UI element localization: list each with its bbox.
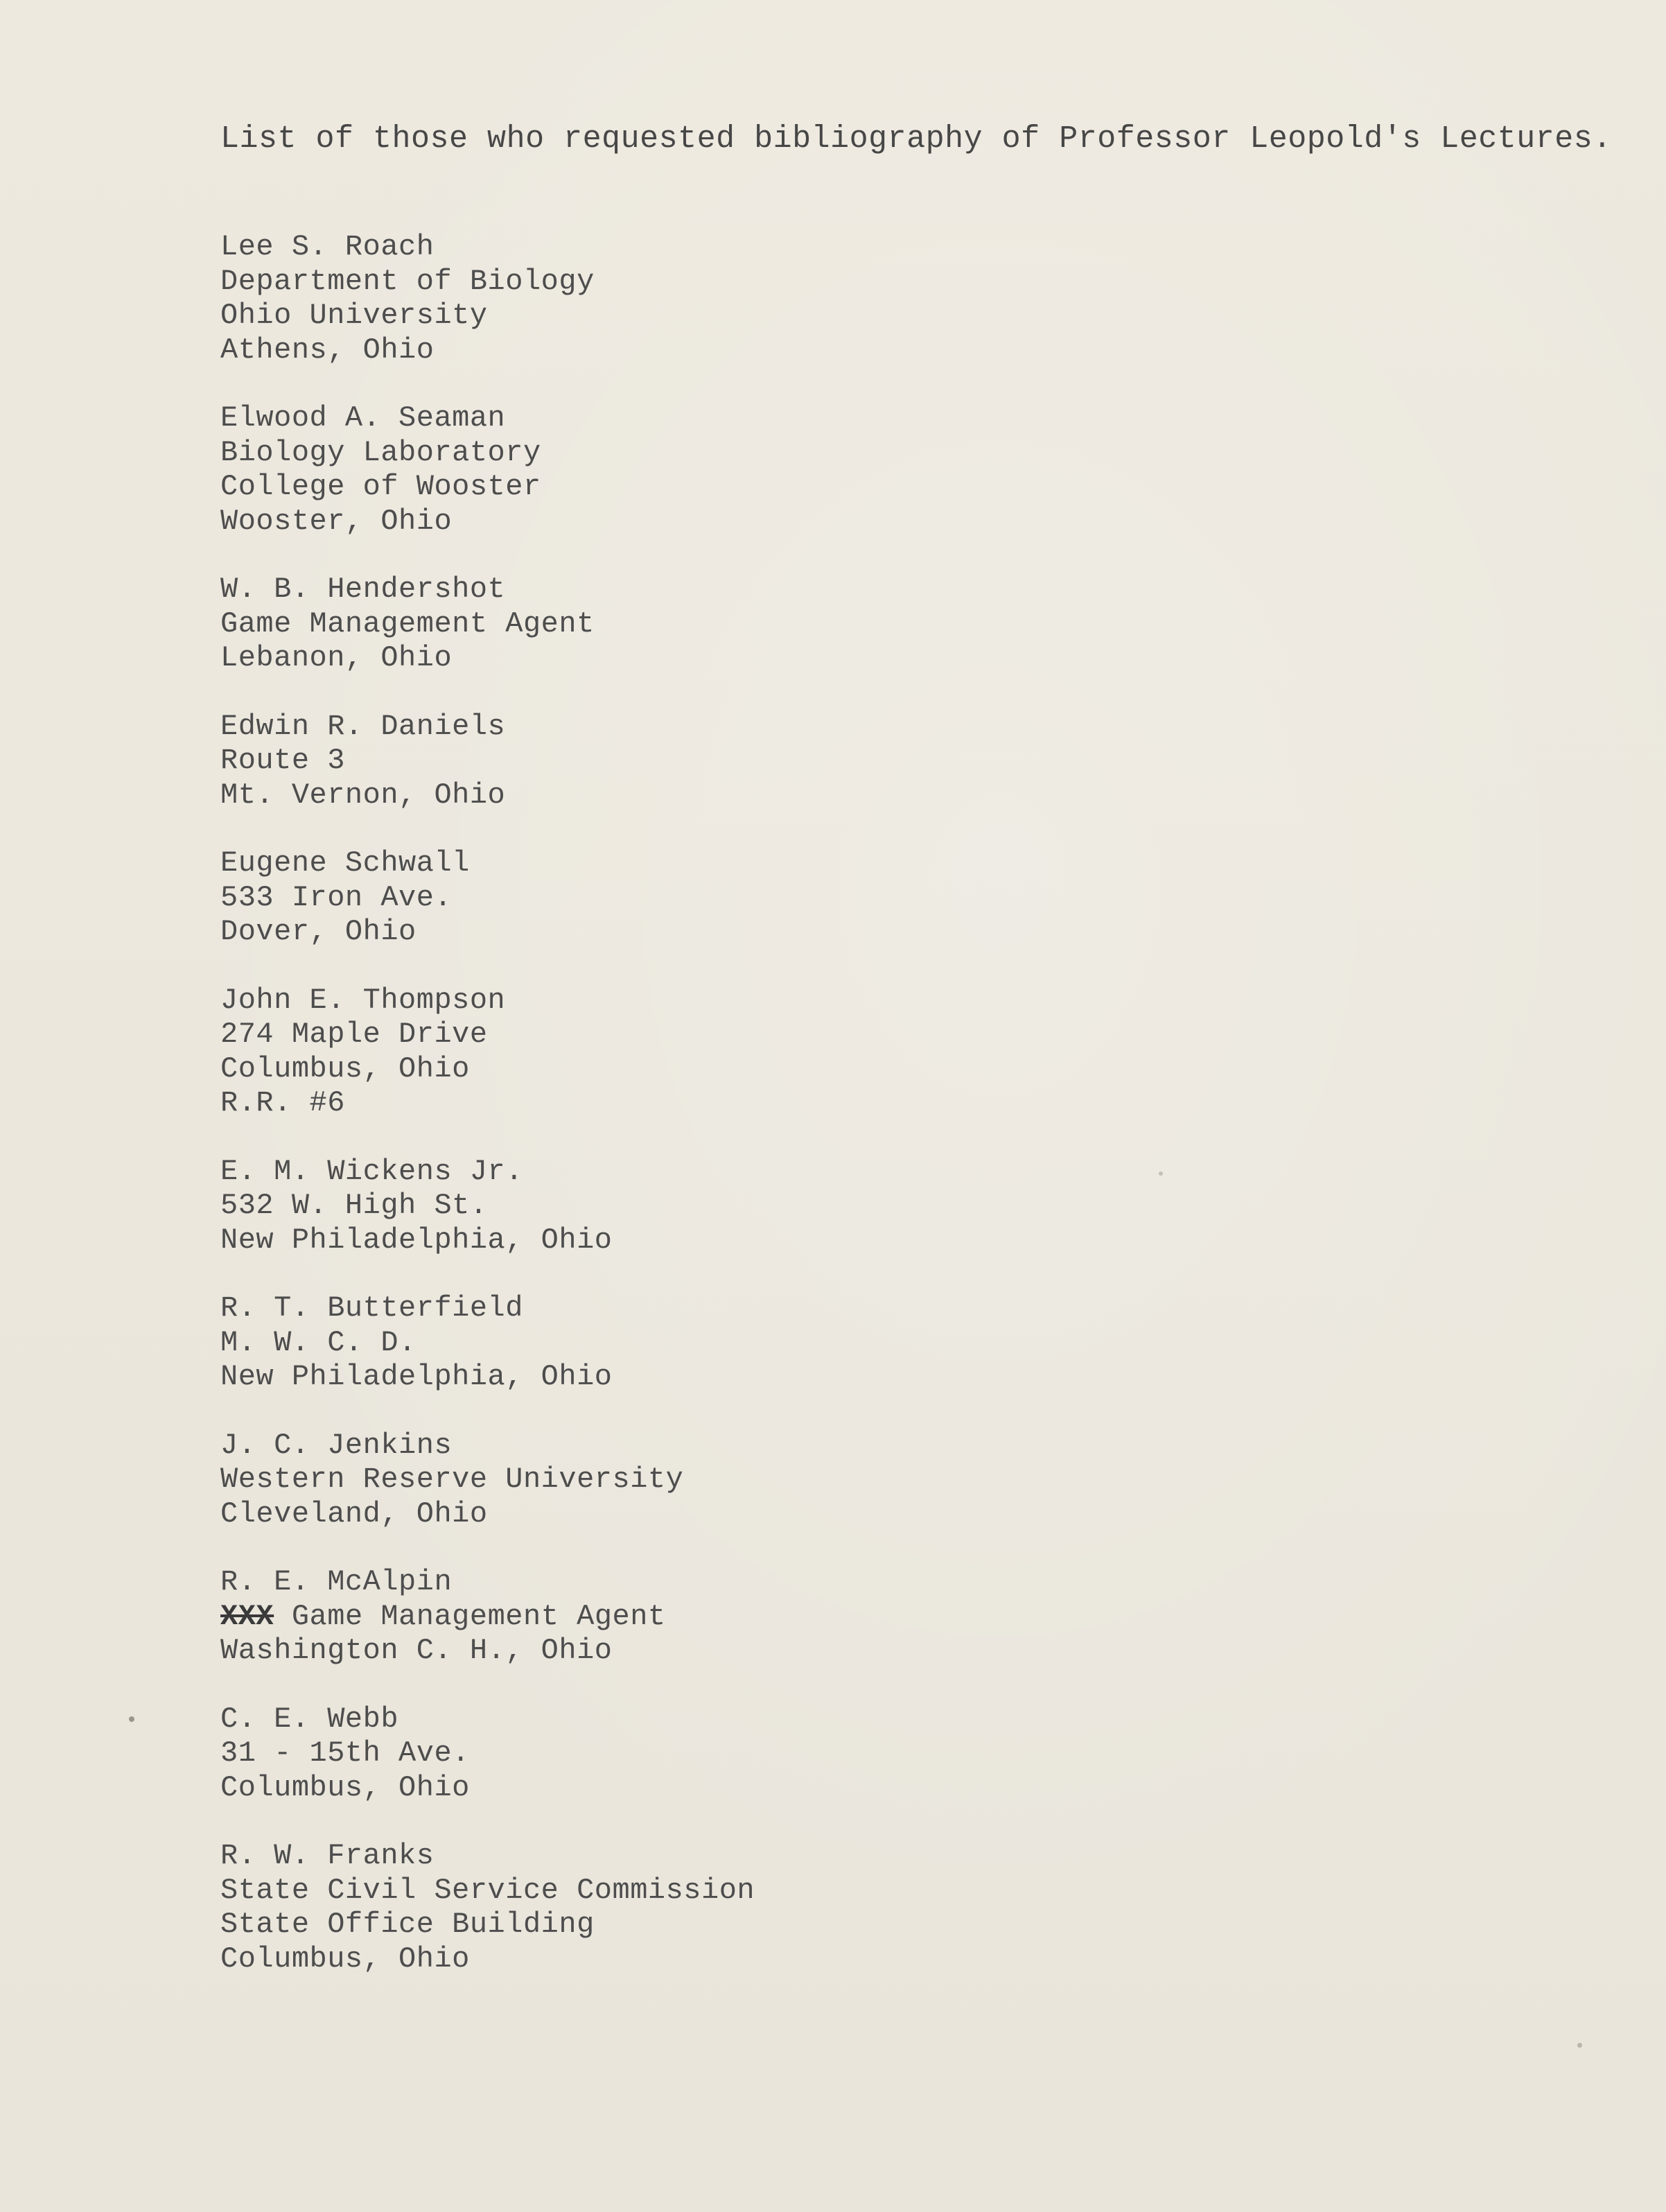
struck-out-text: XXX [220, 1599, 274, 1633]
entry-name: R. E. McAlpin [220, 1565, 453, 1599]
entry-address-line: Mt. Vernon, Ohio [220, 778, 506, 812]
entry-name: R. T. Butterfield [220, 1291, 523, 1325]
entry-name: John E. Thompson [220, 983, 506, 1017]
address-entry [220, 230, 1260, 367]
entry-address-line: Wooster, Ohio [220, 504, 453, 538]
entry-address-line: Route 3 [220, 744, 345, 777]
entry-name: C. E. Webb [220, 1702, 399, 1736]
entry-address-line: State Civil Service Commission [220, 1873, 755, 1907]
entry-address-line: R.R. #6 [220, 1086, 345, 1120]
entry-address-line: Cleveland, Ohio [220, 1497, 488, 1531]
entry-name: Lee S. Roach [220, 230, 435, 263]
address-entry [220, 1291, 1260, 1395]
address-entry [220, 573, 1260, 676]
entry-name: J. C. Jenkins [220, 1428, 453, 1462]
address-entry [220, 710, 1260, 813]
entry-address-line: New Philadelphia, Ohio [220, 1223, 613, 1257]
entry-address-line: Western Reserve University [220, 1463, 684, 1496]
entry-address-line: Biology Laboratory [220, 435, 541, 469]
paper-speck [129, 1716, 134, 1722]
entry-name: Eugene Schwall [220, 846, 470, 880]
address-entry [220, 401, 1260, 539]
entry-name: Elwood A. Seaman [220, 401, 506, 435]
address-entry [220, 1565, 1260, 1669]
entry-name: W. B. Hendershot [220, 573, 506, 606]
entry-address-line: 31 - 15th Ave. [220, 1736, 470, 1770]
entry-address-line: Columbus, Ohio [220, 1942, 470, 1976]
entry-address-line: Lebanon, Ohio [220, 641, 453, 674]
paper-speck [1577, 2043, 1582, 2048]
address-entry [220, 1429, 1260, 1532]
entry-address-line: 274 Maple Drive [220, 1018, 488, 1051]
entry-address-line: Ohio University [220, 299, 488, 332]
entry-address-line: Columbus, Ohio [220, 1052, 470, 1086]
entry-address-line: State Office Building [220, 1908, 595, 1941]
paper-speck [1159, 1172, 1163, 1176]
entry-address-line: 532 W. High St. [220, 1189, 488, 1222]
address-entry [220, 1155, 1260, 1258]
entry-address-line: Game Management Agent [220, 607, 595, 641]
address-list [220, 230, 1260, 2010]
entry-address-line [220, 1600, 1260, 1635]
entry-address-line: M. W. C. D. [220, 1325, 417, 1359]
entry-address-line: New Philadelphia, Ohio [220, 1360, 613, 1393]
entry-address-line: Washington C. H., Ohio [220, 1634, 613, 1667]
entry-address-text: Game Management Agent [291, 1599, 666, 1633]
address-entry [220, 846, 1260, 950]
entry-address-line: Athens, Ohio [220, 333, 435, 367]
address-entry [220, 1702, 1260, 1806]
address-entry [220, 984, 1260, 1121]
entry-name: E. M. Wickens Jr. [220, 1154, 523, 1188]
entry-name: R. W. Franks [220, 1839, 435, 1872]
entry-address-line: Columbus, Ohio [220, 1770, 470, 1804]
entry-address-line: Department of Biology [220, 264, 595, 298]
entry-name: Edwin R. Daniels [220, 709, 506, 743]
address-entry [220, 1839, 1260, 1976]
entry-address-line: Dover, Ohio [220, 915, 417, 948]
entry-address-line: 533 Iron Ave. [220, 880, 453, 914]
entry-address-line: College of Wooster [220, 470, 541, 503]
document-title: List of those who requested bibliography of Professor Leopold's Lectures. [220, 121, 1612, 157]
